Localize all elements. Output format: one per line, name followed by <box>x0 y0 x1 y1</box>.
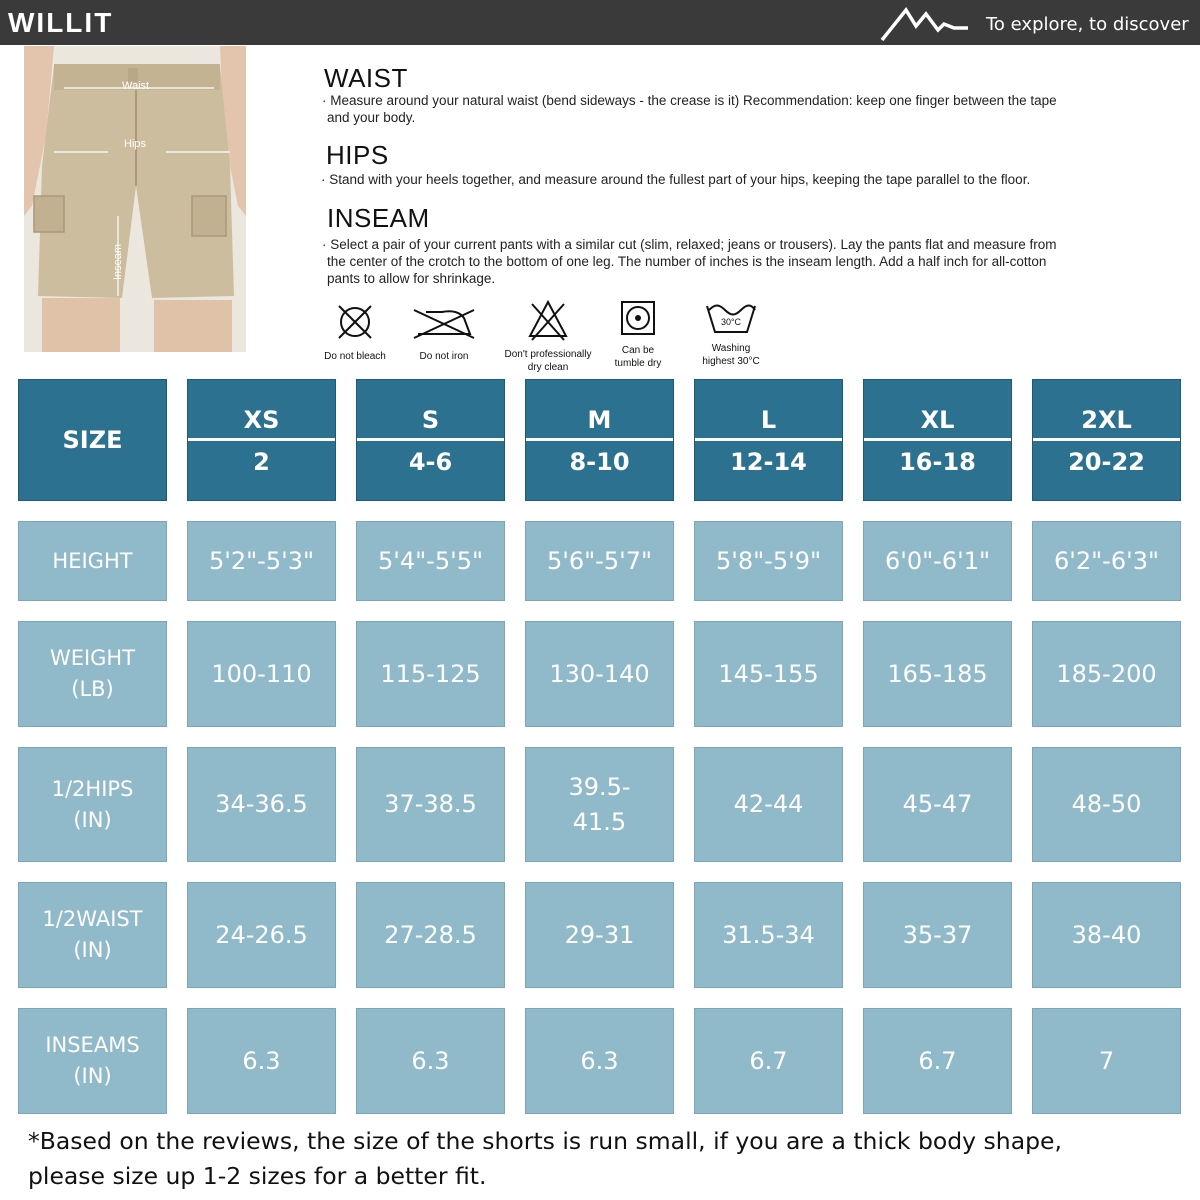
table-cell <box>356 621 505 727</box>
cell-line: 37-38.5 <box>384 790 477 818</box>
table-cell <box>525 1008 674 1114</box>
cell-line: 130-140 <box>549 659 650 688</box>
cell-line: 39.5- <box>568 772 631 801</box>
care-label <box>606 344 670 370</box>
size-number: 16-18 <box>899 448 976 476</box>
table-cell <box>1032 521 1181 601</box>
size-number: 12-14 <box>730 448 807 476</box>
table-cell <box>694 1008 843 1114</box>
table-cell <box>694 882 843 988</box>
cell-line: 45-47 <box>902 790 973 818</box>
cell-line: 6.7 <box>749 1046 788 1075</box>
size-col-s <box>356 379 505 501</box>
photo-label-inseam: Inseam <box>112 243 125 281</box>
table-cell <box>694 621 843 727</box>
care-label: Do not bleach <box>324 351 386 362</box>
product-photo <box>24 46 246 352</box>
text-line: tumble dry <box>614 358 662 369</box>
cell-line: 41.5 <box>572 807 627 836</box>
footnote-line: please size up 1-2 sizes for a better fit. <box>28 1162 487 1190</box>
inseam-title: INSEAM <box>327 203 430 233</box>
label-line: HEIGHT <box>52 548 133 573</box>
cell-line: 5'4"-5'5" <box>377 546 483 575</box>
do-not-bleach-icon <box>333 298 377 342</box>
row-label-weight <box>18 621 167 727</box>
size-number: 4-6 <box>408 448 453 476</box>
table-cell <box>694 747 843 862</box>
table-cell <box>187 882 336 988</box>
wash-temp: 30°C <box>720 317 742 327</box>
cell-line: 27-28.5 <box>384 920 477 949</box>
table-cell <box>525 882 674 988</box>
footnote-line: *Based on the reviews, the size of the shorts is run small, if you are a thick body shape, <box>28 1127 1062 1155</box>
photo-label-waist: Waist <box>122 80 150 92</box>
cell-line: 38-40 <box>1071 920 1142 949</box>
table-cell <box>187 747 336 862</box>
cell-line: 115-125 <box>380 659 481 688</box>
table-cell <box>1032 747 1181 862</box>
care-do-not-iron <box>408 298 480 363</box>
header-divider <box>1033 438 1180 441</box>
care-do-not-bleach <box>318 298 392 363</box>
table-cell <box>1032 882 1181 988</box>
waist-description <box>322 92 1057 126</box>
hips-title: HIPS <box>326 140 389 170</box>
waist-title: WAIST <box>324 63 408 93</box>
text-line: Washing <box>711 343 751 354</box>
header-bar <box>0 0 1200 45</box>
size-header: SIZE <box>18 379 167 501</box>
header-divider <box>526 438 673 441</box>
care-wash-30 <box>694 298 768 368</box>
photo-label-hips: Hips <box>124 138 147 150</box>
cell-line: 5'6"-5'7" <box>546 546 652 575</box>
header-divider <box>864 438 1011 441</box>
text-line: Don't professionally <box>504 349 592 360</box>
header-divider <box>188 438 335 441</box>
text-line: dry clean <box>527 362 569 373</box>
table-cell <box>863 521 1012 601</box>
size-letter: 2XL <box>1081 406 1132 434</box>
label-line: (LB) <box>71 677 114 701</box>
table-cell <box>1032 1008 1181 1114</box>
cell-line: 5'2"-5'3" <box>208 546 314 575</box>
cell-line: 145-155 <box>718 659 819 688</box>
table-cell <box>863 621 1012 727</box>
table-cell <box>525 621 674 727</box>
table-cell <box>356 882 505 988</box>
size-number: 20-22 <box>1068 448 1145 476</box>
text-line: and your body. <box>327 110 416 125</box>
cell-line: 6'0"-6'1" <box>884 546 990 575</box>
cell-line: 42-44 <box>733 790 804 818</box>
row-label-height <box>18 521 167 601</box>
mountain-icon <box>880 4 970 42</box>
header-divider <box>695 438 842 441</box>
tagline: To explore, to discover <box>986 14 1189 35</box>
label-line: INSEAMS <box>45 1033 140 1057</box>
care-no-dry-clean <box>500 298 596 374</box>
label-line: WEIGHT <box>49 646 136 670</box>
table-cell <box>525 521 674 601</box>
cell-line: 29-31 <box>564 920 635 949</box>
size-col-xs <box>187 379 336 501</box>
label-line: (IN) <box>73 1064 112 1088</box>
size-letter: L <box>760 406 777 434</box>
size-letter: XS <box>243 406 280 434</box>
label-line: (IN) <box>73 807 112 832</box>
text-line: · Stand with your heels together, and measure around the fullest part of your hips, keeping the tape parallel to the floor. <box>321 172 1031 187</box>
cell-line: 24-26.5 <box>215 920 308 949</box>
wash-30-icon <box>703 298 759 338</box>
size-number: 8-10 <box>569 448 630 476</box>
row-label-half-hips <box>18 747 167 862</box>
size-number: 2 <box>253 448 270 476</box>
cell-line: 48-50 <box>1071 790 1142 818</box>
table-cell <box>187 521 336 601</box>
table-cell <box>356 521 505 601</box>
size-col-m <box>525 379 674 501</box>
inseam-description <box>322 236 1057 287</box>
table-cell <box>187 621 336 727</box>
table-cell <box>863 747 1012 862</box>
table-cell <box>356 747 505 862</box>
cell-line: 31.5-34 <box>722 920 815 949</box>
text-line: pants to allow for shrinkage. <box>327 271 496 286</box>
cell-line: 185-200 <box>1056 659 1157 688</box>
size-letter: XL <box>920 406 955 434</box>
size-letter: S <box>421 406 440 434</box>
cell-line: 6'2"-6'3" <box>1053 546 1159 575</box>
cell-line: 34-36.5 <box>215 790 308 818</box>
label-line: 1/2HIPS <box>51 776 134 801</box>
do-not-iron-icon <box>412 298 476 342</box>
table-cell <box>863 882 1012 988</box>
care-tumble-dry <box>606 298 670 370</box>
size-col-xl <box>863 379 1012 501</box>
care-label: Do not iron <box>419 351 469 362</box>
text-line: · Measure around your natural waist (bend sideways - the crease is it) Recommendation: keep one finger between the tape <box>322 93 1057 108</box>
row-label-half-waist <box>18 882 167 988</box>
table-cell <box>187 1008 336 1114</box>
cell-line: 165-185 <box>887 659 988 688</box>
hips-description <box>321 171 1030 188</box>
care-label <box>500 348 596 374</box>
row-label-inseams <box>18 1008 167 1114</box>
label-line: (IN) <box>73 938 112 962</box>
cell-line: 100-110 <box>211 659 312 688</box>
text-line: the center of the crotch to the bottom of one leg. The number of inches is the inseam length. Add a half inch for all-cotton <box>327 254 1047 269</box>
table-cell <box>525 747 674 862</box>
size-letter: M <box>587 406 612 434</box>
cell-line: 6.3 <box>411 1046 450 1075</box>
cell-line: 6.3 <box>580 1046 619 1075</box>
text-line: highest 30°C <box>702 356 760 367</box>
cell-line: 7 <box>1098 1046 1115 1075</box>
size-col-l <box>694 379 843 501</box>
no-dry-clean-icon <box>526 298 570 342</box>
text-line: · Select a pair of your current pants with a similar cut (slim, relaxed; jeans or trousers). Lay the pants flat and measure from <box>322 237 1057 252</box>
tumble-dry-icon <box>618 298 658 338</box>
header-divider <box>357 438 504 441</box>
table-cell <box>356 1008 505 1114</box>
fit-footnote <box>28 1124 1178 1194</box>
care-label <box>694 342 768 368</box>
text-line: Can be <box>621 345 655 356</box>
brand-logo: WILLIT <box>8 7 114 38</box>
table-cell <box>1032 621 1181 727</box>
table-cell <box>863 1008 1012 1114</box>
size-col-2xl <box>1032 379 1181 501</box>
cell-line: 6.7 <box>918 1046 957 1075</box>
table-cell <box>694 521 843 601</box>
cell-line: 35-37 <box>902 920 973 949</box>
cell-line: 6.3 <box>242 1046 281 1075</box>
cell-line: 5'8"-5'9" <box>715 546 821 575</box>
label-line: 1/2WAIST <box>42 907 143 931</box>
